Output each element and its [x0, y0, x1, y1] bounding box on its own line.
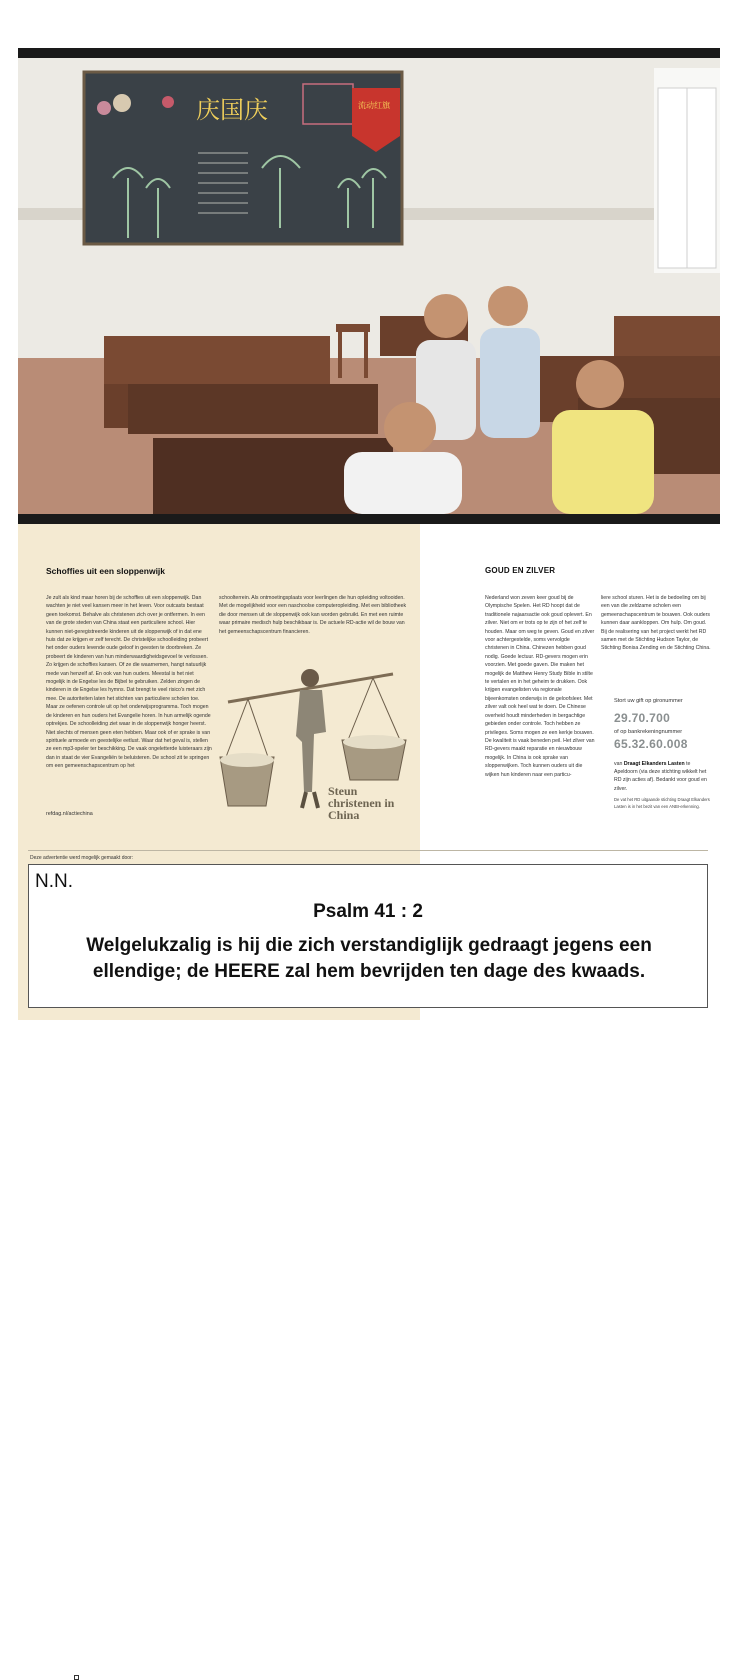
article-title-left: Schoffies uit een sloppenwijk [46, 566, 166, 576]
bank-number: 65.32.60.008 [614, 737, 688, 751]
donation-text: van Draagt Elkanders Lasten te Apeldoorn (via deze stichting wikkelt het RD zijn acties af). Bedankt voor goud en zilver. [614, 761, 707, 792]
giro-intro: Stort uw gift op gironummer [614, 698, 683, 704]
article-column-2: schoolterrein. Als ontmoetingsplaats voor leerlingen die hun opleiding voltooiden. Met de mogelijkheid voor een naschoolse computeropleiding. Met een bibliotheek die door mensen uit de sloppenwijk ook kan worden gebruikt. En met een ruimte waar primaire medisch hulp beschikbaar is. De actuele RD-actie wil de bouw van het gemeenschapscentrum financieren. [219, 595, 407, 635]
article-column-4: liere school sturen. Het is de bedoeling om bij een van die zeldzame scholen een gemeenschapscentrum te bouwen. Ook ouders kunnen daar aankloppen. Om hulp. Om goud. Bij de realisering van het project werkt het RD samen met de Stichting Hudson Taylor, de Stichting Bonisa Zending en de Stichting China. [601, 595, 711, 652]
ad-credit: Deze advertentie werd mogelijk gemaakt door: [30, 855, 134, 861]
bank-intro: of op bankrekeningnummer [614, 729, 683, 735]
link-arrow-icon [74, 1675, 79, 1680]
illustration-caption: Steun christenen in China [328, 784, 395, 822]
article-column-1: Je zult als kind maar horen bij de schoffies uit een sloppenwijk. Dan wachten je niet veel kansen meer in het leven. Voor outcasts bestaat geen toekomst. Behalve als christenen zich over je ontfermen. In een van de grote steden van China staat een particuliere school. Hier kunnen niet-geregistreerde kinderen uit de sloppenwijk of in dat ene huis dat ze krijgen er zelf terecht. De christelijke schoolleiding probeert het onder ouders levende oude geloof in geesten te doorbreken. Ze probeert de kinderen van hun minderwaardigheidsgevoel te verlossen. Zo krijgen de schoffies kansen. Of ze die waarnemen, hangt natuurlijk mede van henzelf af. En ook van hun ouders. Meestal is het niet mogelijk in de Engelse les de Bijbel te gebruiken. Zelden zingen de kinderen in de Engelse les hymns. Dat brengt te veel risico's met zich mee. De autoriteiten laten het stichten van particuliere scholen toe. Maar ze oefenen controle uit op het onderwijsprogramma. Toch mogen de kinderen en hun ouders het Evangelie horen. In hun armelijk ogende optrekjes. De schoolleiding ziet waar in de sloppenwijk honger heerst. Niet slechts of mensen geen eten hebben. Maar ook of er sprake is van spirituele armoede en geestelijke eetlust. Waar dat het geval is, stellen ze een mp3-speler ter beschikking. De vaak ongeletterde luisteraars zijn dan in staat de vier Evangeliën te beluisteren. De school zit te springen om een gemeenschapscentrum op het [46, 595, 212, 770]
article-column-3: Nederland won zeven keer goud bij de Olympische Spelen. Het RD hoopt dat de traditionele najaarsactie ook goud oplevert. En zilver. Niet om er trots op te zijn of het zelf te houden. Maar om weg te geven. Goud en zilver voor achtergestelde, soms vervolgde christenen in China. Chinezen hebben goud nodig. Goede lectuur. RD-gevers mogen erin voorzien. Met goede gaven. Die maken het mogelijk de Matthew Henry Study Bible in stilte te vertalen en in het geheim te drukken. Ook krijgen evangelisten via regionale bijeenkomsten onderwijs in de geloofsleer. Met zilver valt ook heel wat te doen. De Chinese overheid houdt minderheden in bergachtige gebieden onder controle. Toch hebben ze privileges. Soms mogen ze een kerkje bouwen. De kwaliteit is vaak beneden peil. Het zilver van RD-gevers maakt reparatie en nieuwbouw mogelijk. In China is ook sprake van sloppenwijken. Toch kunnen ouders uit die wijken hun kinderen naar een particu- [485, 595, 595, 778]
sponsor-name: N.N. [35, 871, 73, 892]
divider [28, 850, 708, 851]
article-link[interactable]: refdag.nl/actiechina [46, 811, 93, 817]
bottom-bar [18, 514, 720, 524]
top-bar [18, 48, 720, 58]
classroom-photo [18, 58, 720, 514]
psalm-reference: Psalm 41 : 2 [313, 901, 423, 922]
psalm-verse: Welgelukzalig is hij die zich verstandiglijk gedraagt jegens een ellendige; de HEERE zal hem bevrijden ten dage des kwaads. [86, 935, 652, 982]
anbi-note: De vat het RD uitgaande stichting Draagt Elkanders Lasten is in het bezit van een ANBI-erkenning. [614, 797, 710, 809]
banner-text: 流动红旗 [358, 101, 390, 110]
sponsor-box [28, 864, 708, 1008]
article-title-right: GOUD EN ZILVER [485, 566, 556, 575]
giro-number: 29.70.700 [614, 711, 671, 725]
foundation-name: Draagt Elkanders Lasten [623, 761, 685, 767]
chalk-heading: 庆国庆 [196, 96, 268, 124]
